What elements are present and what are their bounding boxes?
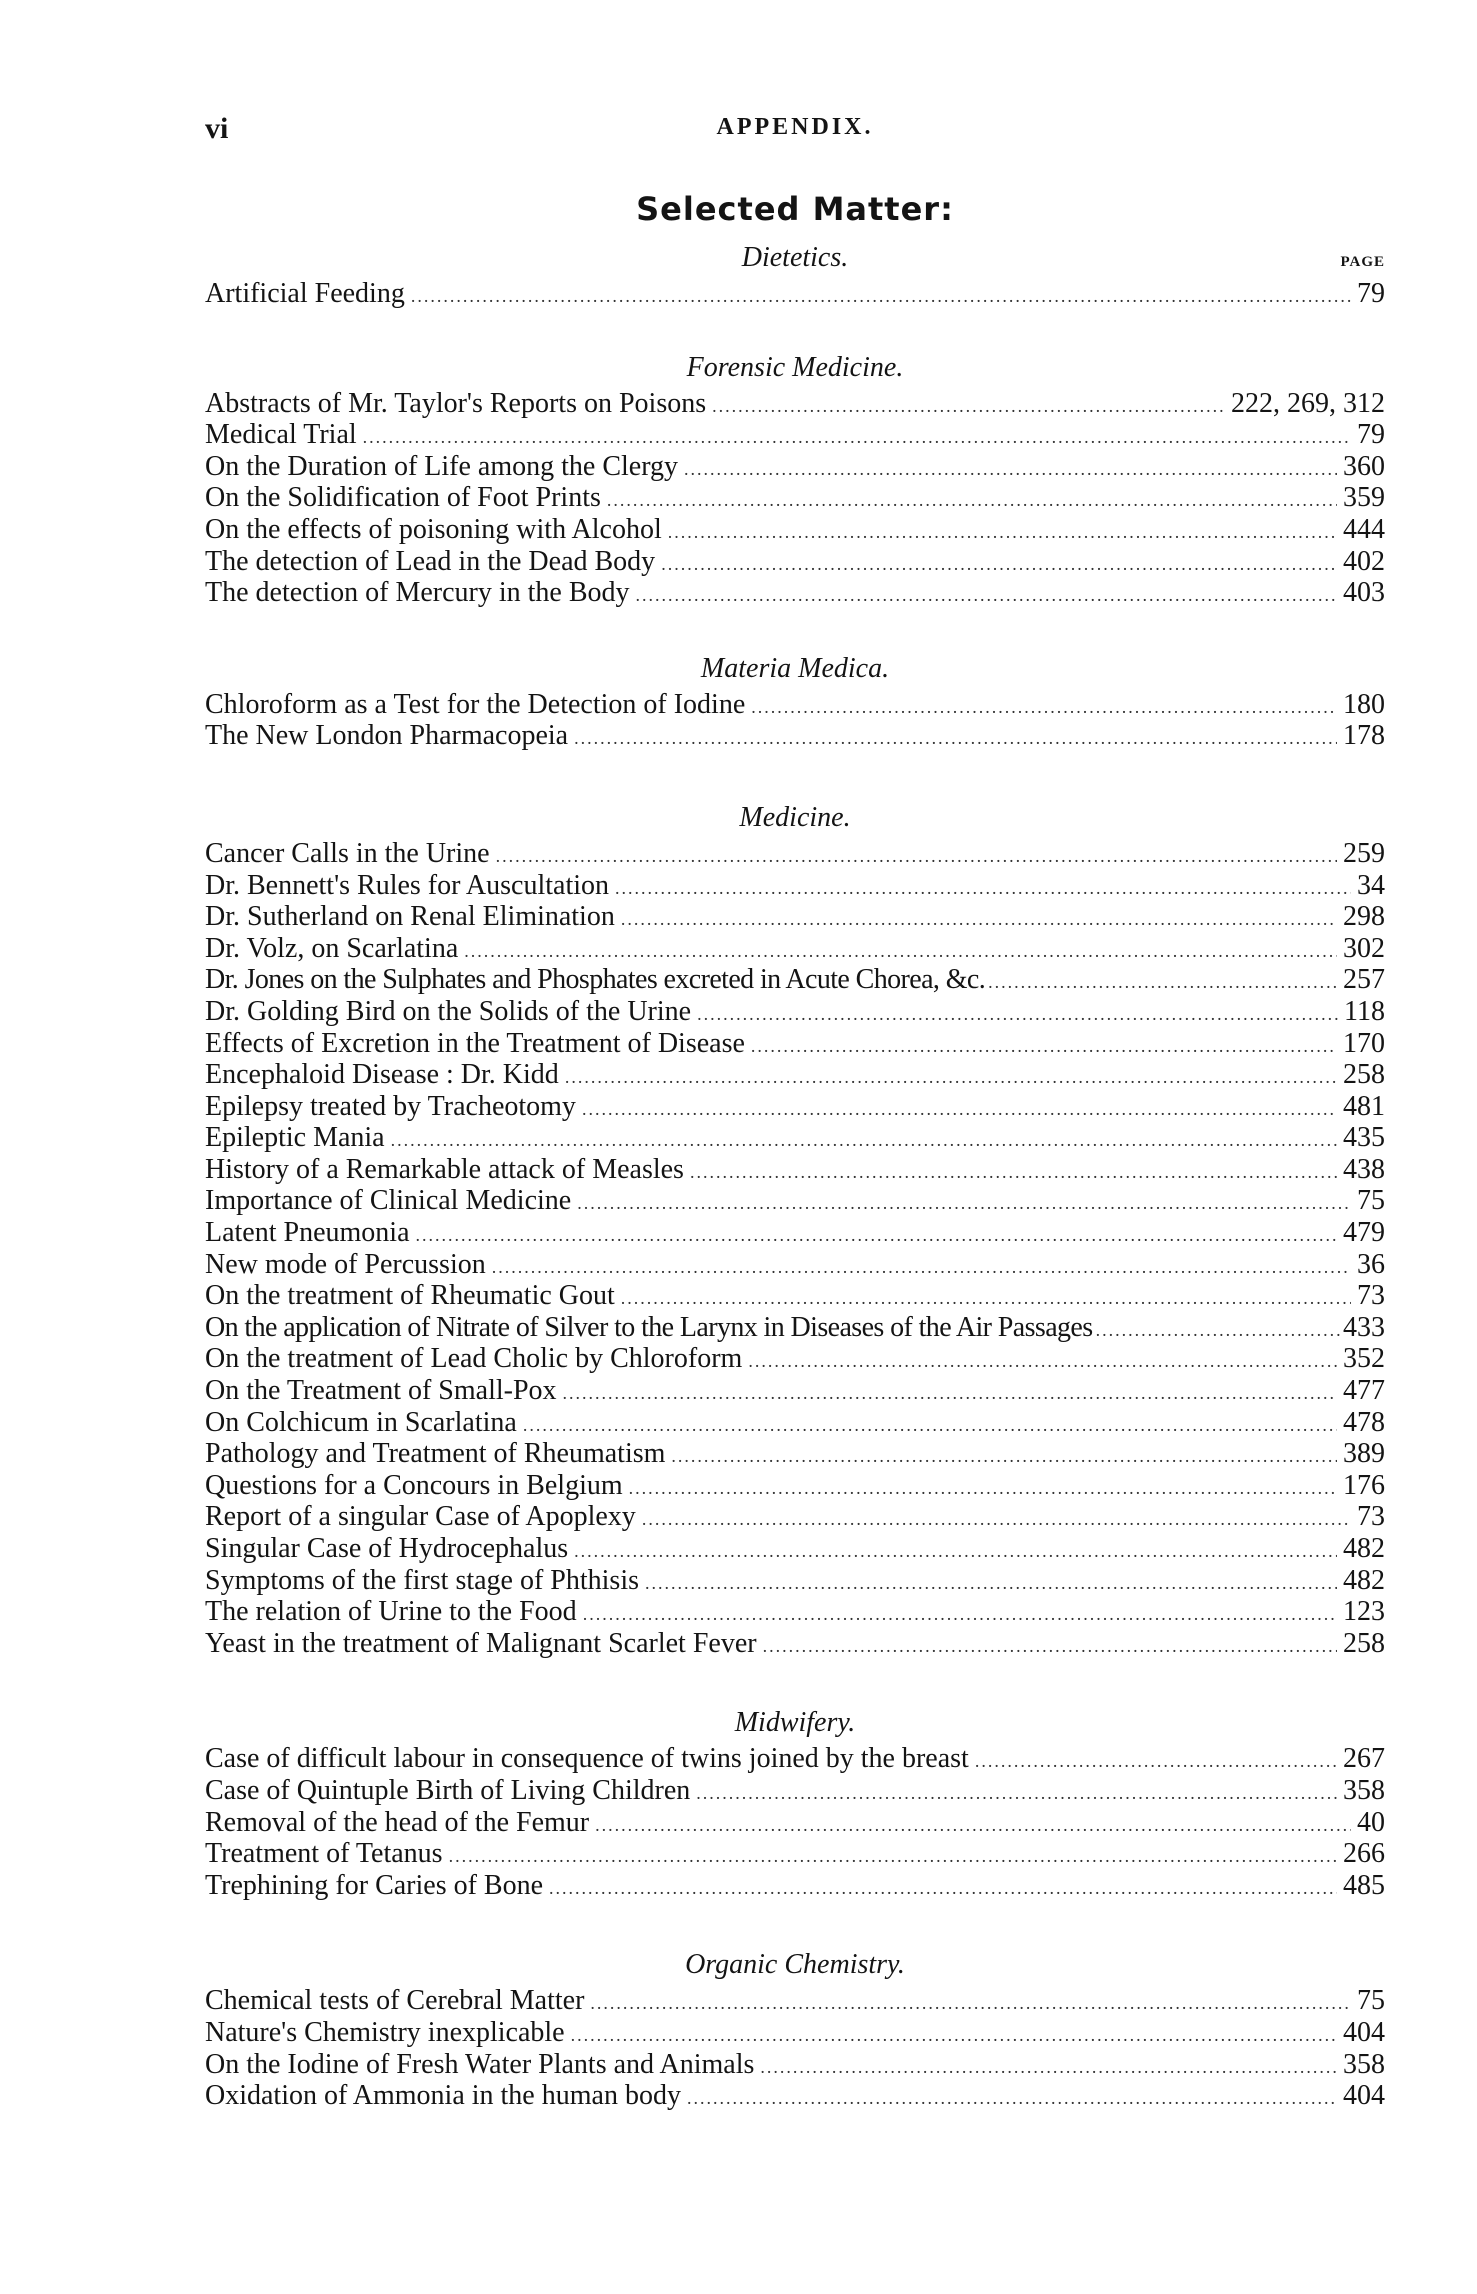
entry-page: 73 (1357, 1501, 1385, 1533)
entry-title: On the application of Nitrate of Silver to the Larynx in Diseases of the Air Passages (205, 1311, 1093, 1343)
leader-dots (696, 1778, 1337, 1810)
entry-page: 444 (1343, 513, 1385, 545)
index-entry (205, 996, 1385, 1028)
entry-page: 298 (1343, 901, 1385, 933)
leader-dots (464, 936, 1337, 968)
entry-title: On the Iodine of Fresh Water Plants and Animals (205, 2048, 755, 2080)
entry-title: Case of difficult labour in consequence of twins joined by the breast (205, 1743, 969, 1775)
entry-page: 404 (1343, 2080, 1385, 2112)
leader-dots (496, 841, 1337, 873)
entry-title: Oxidation of Ammonia in the human body (205, 2080, 681, 2112)
entry-title: Effects of Excretion in the Treatment of Disease (205, 1027, 745, 1059)
leader-dots (492, 1252, 1351, 1284)
entry-page: 36 (1357, 1248, 1385, 1280)
section-forensic-medicine (205, 348, 1385, 609)
index-entry (205, 1185, 1385, 1217)
entry-page: 73 (1357, 1280, 1385, 1312)
section-dietetics (205, 238, 1385, 310)
entry-page: 258 (1343, 1627, 1385, 1659)
entry-page: 358 (1343, 1774, 1385, 1806)
section-heading-text: Midwifery. (734, 1707, 856, 1739)
leader-dots (636, 580, 1337, 612)
index-entry (205, 1122, 1385, 1154)
index-entry (205, 1154, 1385, 1186)
leader-dots (671, 1441, 1337, 1473)
leader-dots (690, 1157, 1337, 1189)
entry-title: Abstracts of Mr. Taylor's Reports on Poisons (205, 387, 707, 419)
index-entry (205, 1743, 1385, 1775)
entry-page: 358 (1343, 2048, 1385, 2080)
entry-title: Trephining for Caries of Bone (205, 1869, 544, 1901)
section-heading-text: Organic Chemistry. (685, 1949, 905, 1981)
entry-page: 123 (1343, 1596, 1385, 1628)
leader-dots (416, 1220, 1337, 1252)
entry-title: Case of Quintuple Birth of Living Children (205, 1774, 691, 1806)
leader-dots (751, 692, 1337, 724)
entry-page: 404 (1343, 2016, 1385, 2048)
index-entry (205, 933, 1385, 965)
entry-page: 79 (1357, 278, 1385, 309)
entry-title: Treatment of Tetanus (205, 1838, 443, 1870)
index-entry (205, 1565, 1385, 1597)
entry-title: Dr. Volz, on Scarlatina (205, 932, 459, 964)
entry-page: 222, 269, 312 (1231, 387, 1385, 419)
index-entry (205, 2049, 1385, 2081)
leader-dots (411, 281, 1351, 313)
entry-title: The detection of Lead in the Dead Body (205, 545, 656, 577)
section-heading (205, 1703, 1385, 1743)
index-entry (205, 838, 1385, 870)
entry-title: Questions for a Concours in Belgium (205, 1469, 623, 1501)
index-entry (205, 964, 1385, 996)
leader-dots (975, 1746, 1337, 1778)
leader-dots (391, 1125, 1337, 1157)
leader-dots (697, 999, 1338, 1031)
section-heading-text: Materia Medica. (700, 652, 890, 684)
entry-title: Epileptic Mania (205, 1122, 385, 1154)
section-midwifery (205, 1703, 1385, 1901)
leader-dots (687, 2083, 1337, 2115)
leader-dots (645, 1568, 1337, 1600)
entry-title: The relation of Urine to the Food (205, 1596, 577, 1628)
leader-dots (1096, 1315, 1340, 1347)
entry-page: 34 (1357, 869, 1385, 901)
leader-dots (565, 1062, 1337, 1094)
entry-title: On the Duration of Life among the Clergy (205, 450, 679, 482)
index-entry (205, 1249, 1385, 1281)
section-heading (205, 798, 1385, 838)
leader-dots (595, 1810, 1351, 1842)
index-entry (205, 1838, 1385, 1870)
entry-title: The detection of Mercury in the Body (205, 577, 630, 609)
leader-dots (748, 1346, 1337, 1378)
leader-dots (661, 549, 1337, 581)
index-entry (205, 1375, 1385, 1407)
index-entry (205, 1217, 1385, 1249)
entry-title: On the Solidification of Foot Prints (205, 482, 601, 514)
index-entry (205, 1596, 1385, 1628)
entry-page: 40 (1357, 1806, 1385, 1838)
running-head: APPENDIX. (716, 114, 874, 140)
entry-title: Dr. Sutherland on Renal Elimination (205, 901, 615, 933)
index-entry (205, 577, 1385, 609)
entry-page: 170 (1343, 1027, 1385, 1059)
leader-dots (712, 391, 1225, 423)
entry-page: 389 (1343, 1438, 1385, 1470)
entry-page: 481 (1343, 1090, 1385, 1122)
entry-page: 176 (1343, 1469, 1385, 1501)
entry-page: 180 (1343, 688, 1385, 720)
entry-title: Dr. Bennett's Rules for Auscultation (205, 869, 610, 901)
section-heading (205, 649, 1385, 689)
page-number: vi (205, 112, 229, 145)
index-entry (205, 1807, 1385, 1839)
entry-page: 360 (1343, 450, 1385, 482)
entry-page: 482 (1343, 1533, 1385, 1564)
entry-page: 75 (1357, 1185, 1385, 1217)
entry-title: Dr. Golding Bird on the Solids of the Urine (205, 995, 692, 1027)
index-entry (205, 2080, 1385, 2112)
entry-page: 433 (1343, 1311, 1385, 1343)
entry-page: 258 (1343, 1059, 1385, 1091)
leader-dots (751, 1031, 1337, 1063)
index-entry (205, 901, 1385, 933)
leader-dots (523, 1410, 1337, 1442)
entry-title: Latent Pneumonia (205, 1217, 410, 1249)
index-entry (205, 451, 1385, 483)
index-entry (205, 1533, 1385, 1565)
entry-page: 75 (1357, 1985, 1385, 2017)
leader-dots (621, 1283, 1351, 1315)
entry-title: History of a Remarkable attack of Measles (205, 1153, 684, 1185)
entry-title: Chloroform as a Test for the Detection of Iodine (205, 688, 746, 720)
index-entry (205, 1312, 1385, 1344)
entry-title: On the treatment of Rheumatic Gout (205, 1280, 615, 1312)
leader-dots (668, 517, 1337, 549)
entry-page: 302 (1343, 932, 1385, 964)
entry-page: 438 (1343, 1153, 1385, 1185)
index-entry (205, 1059, 1385, 1091)
entry-title: Removal of the head of the Femur (205, 1806, 590, 1838)
leader-dots (582, 1094, 1337, 1126)
entry-page: 257 (1343, 964, 1385, 996)
entry-page: 482 (1343, 1564, 1385, 1596)
entry-title: Importance of Clinical Medicine (205, 1185, 572, 1217)
leader-dots (574, 723, 1337, 755)
entry-title: On the Treatment of Small-Pox (205, 1375, 557, 1407)
index-entry (205, 419, 1385, 451)
index-entry (205, 1438, 1385, 1470)
selected-matter-title: Selected Matter: (636, 190, 954, 228)
index-entry (205, 870, 1385, 902)
entry-page: 118 (1344, 995, 1385, 1027)
leader-dots (642, 1504, 1351, 1536)
section-heading (205, 238, 1385, 278)
entry-page: 359 (1343, 482, 1385, 514)
leader-dots (988, 967, 1340, 999)
leader-dots (571, 2020, 1337, 2052)
entry-title: Report of a singular Case of Apoplexy (205, 1501, 636, 1533)
index-entry (205, 482, 1385, 514)
leader-dots (615, 873, 1351, 905)
entry-page: 478 (1343, 1406, 1385, 1438)
index-entry (205, 1775, 1385, 1807)
index-entry (205, 1501, 1385, 1533)
leader-dots (621, 904, 1337, 936)
entry-title: Medical Trial (205, 419, 357, 451)
index-entry (205, 514, 1385, 546)
entry-title: On the effects of poisoning with Alcohol (205, 513, 662, 545)
index-page (205, 100, 1385, 2112)
entry-title: Nature's Chemistry inexplicable (205, 2016, 565, 2048)
index-entry (205, 1028, 1385, 1060)
section-organic-chemistry (205, 1945, 1385, 2111)
index-entry (205, 1985, 1385, 2017)
index-entry (205, 1470, 1385, 1502)
entry-title: Pathology and Treatment of Rheumatism (205, 1438, 666, 1470)
entry-page: 352 (1343, 1343, 1385, 1375)
index-entry (205, 1628, 1385, 1660)
entry-page: 435 (1343, 1122, 1385, 1154)
entry-title: Encephaloid Disease : Dr. Kidd (205, 1059, 559, 1091)
entry-title: Epilepsy treated by Tracheotomy (205, 1090, 576, 1122)
entry-page: 267 (1343, 1743, 1385, 1775)
entry-title: Cancer Calls in the Urine (205, 837, 490, 869)
section-heading (205, 1945, 1385, 1985)
leader-dots (760, 2052, 1337, 2084)
leader-dots (363, 422, 1351, 454)
leader-dots (449, 1841, 1337, 1873)
section-medicine (205, 798, 1385, 1659)
index-entry (205, 1091, 1385, 1123)
leader-dots (563, 1378, 1337, 1410)
entry-page: 266 (1343, 1838, 1385, 1870)
entry-title: On Colchicum in Scarlatina (205, 1406, 517, 1438)
entry-page: 485 (1343, 1869, 1385, 1901)
leader-dots (583, 1599, 1337, 1631)
page-header (205, 100, 1385, 150)
index-entry (205, 2017, 1385, 2049)
entry-title: Chemical tests of Cerebral Matter (205, 1985, 585, 2017)
entry-title: Artificial Feeding (205, 278, 405, 309)
entry-title: New mode of Percussion (205, 1248, 486, 1280)
index-entry (205, 388, 1385, 420)
leader-dots (607, 485, 1337, 517)
entry-page: 79 (1357, 419, 1385, 451)
entry-page: 178 (1343, 720, 1385, 752)
index-entry (205, 1343, 1385, 1375)
entry-title: On the treatment of Lead Cholic by Chloroform (205, 1343, 743, 1375)
entry-page: 259 (1343, 837, 1385, 869)
section-materia-medica (205, 649, 1385, 752)
index-entry (205, 546, 1385, 578)
section-heading-text: Medicine. (739, 801, 851, 833)
entry-page: 402 (1343, 545, 1385, 577)
leader-dots (684, 454, 1337, 486)
entry-title: Symptoms of the first stage of Phthisis (205, 1564, 639, 1596)
entry-title: Dr. Jones on the Sulphates and Phosphates excreted in Acute Chorea, &c. (205, 964, 986, 996)
entry-page: 479 (1343, 1217, 1385, 1249)
index-entry (205, 278, 1385, 310)
index-entry (205, 1870, 1385, 1902)
section-heading-text: Forensic Medicine. (686, 351, 904, 383)
index-entry (205, 689, 1385, 721)
entry-page: 477 (1343, 1375, 1385, 1407)
index-entry (205, 720, 1385, 752)
leader-dots (549, 1873, 1337, 1905)
index-entry (205, 1280, 1385, 1312)
entry-title: Singular Case of Hydrocephalus (205, 1533, 569, 1564)
leader-dots (763, 1631, 1337, 1663)
section-heading-text: Dietetics. (741, 242, 849, 273)
index-entry (205, 1407, 1385, 1439)
page-column-label: PAGE (1340, 254, 1385, 270)
leader-dots (590, 1988, 1351, 2020)
entry-title: Yeast in the treatment of Malignant Scarlet Fever (205, 1627, 757, 1659)
entry-page: 403 (1343, 577, 1385, 609)
leader-dots (574, 1536, 1337, 1568)
section-heading (205, 348, 1385, 388)
leader-dots (577, 1188, 1351, 1220)
entry-title: The New London Pharmacopeia (205, 720, 569, 752)
leader-dots (629, 1473, 1337, 1505)
